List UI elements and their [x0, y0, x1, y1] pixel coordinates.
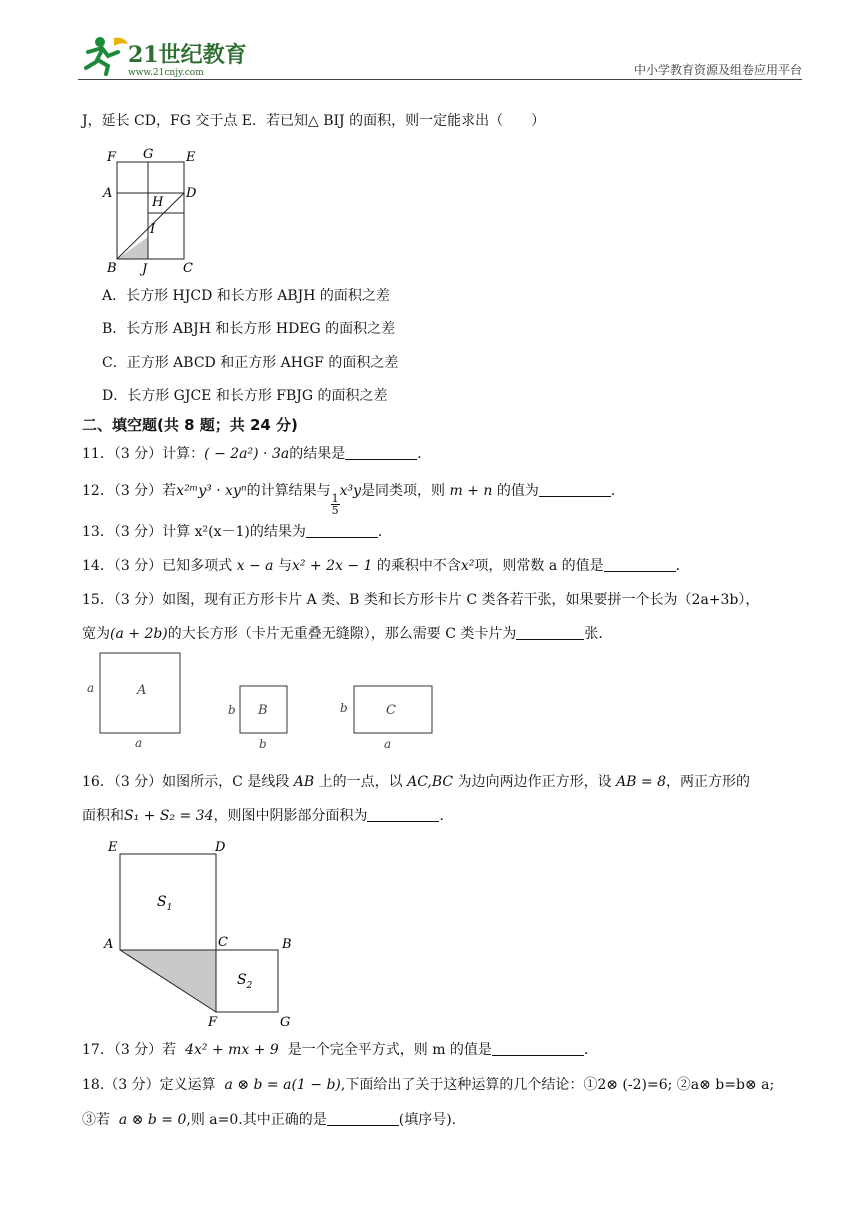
q10-figure — [100, 145, 210, 277]
answer-blank[interactable] — [516, 625, 584, 640]
card-c-side: b — [340, 701, 348, 715]
card-a-bottom: a — [135, 736, 143, 750]
card-c-bottom: a — [384, 737, 392, 751]
question-17: 17．（3 分）若 4x² + mx + 9 是一个完全平方式，则 m 的值是 ． — [82, 1042, 598, 1058]
label-D: D — [215, 840, 226, 855]
question-14: 14．（3 分）已知多项式 x − a 与x² + 2x − 1 的乘积中不含x²项，则常数 a 的值是 ． — [82, 558, 690, 574]
option-c: C．正方形 ABCD 和正方形 AHGF 的面积之差 — [102, 355, 399, 371]
question-16-line2: 面积和S₁ + S₂ = 34，则图中阴影部分面积为 ． — [82, 808, 454, 824]
answer-blank[interactable] — [327, 1111, 399, 1126]
label-H: H — [152, 195, 164, 210]
card-a-name: A — [137, 683, 147, 698]
label-C: C — [218, 935, 228, 950]
question-15-line1: 15．（3 分）如图，现有正方形卡片 A 类、B 类和长方形卡片 C 类各若干张，如果要拼一个长为（2a+3b）， — [82, 592, 760, 608]
answer-blank[interactable] — [306, 523, 378, 538]
label-S2: $S_2$ — [237, 972, 253, 991]
label-S1: $S_1$ — [157, 894, 173, 913]
label-F: F — [208, 1015, 218, 1030]
label-A: A — [104, 937, 114, 952]
question-13: 13．（3 分）计算 x²(x－1)的结果为 . — [82, 524, 383, 540]
answer-blank[interactable] — [367, 807, 439, 822]
platform-text: 中小学教育资源及组卷应用平台 — [633, 63, 802, 77]
label-E: E — [186, 150, 196, 165]
question-16-line1: 16．（3 分）如图所示，C 是线段 AB 上的一点，以 AC,BC 为边向两边作正方形，设 AB = 8，两正方形的 — [82, 774, 750, 790]
logo-url: www.21cnjy.com — [128, 68, 204, 78]
header-divider — [78, 79, 802, 80]
card-a-side: a — [87, 681, 95, 695]
label-B: B — [282, 937, 292, 952]
section-title: 二、填空题(共 8 题；共 24 分) — [82, 416, 298, 434]
label-G: G — [143, 147, 154, 162]
answer-blank[interactable] — [492, 1041, 584, 1056]
label-A: A — [103, 186, 113, 201]
label-B: B — [107, 261, 117, 276]
logo-text: 21世纪教育 — [128, 42, 247, 68]
label-J: J — [142, 262, 148, 277]
question-18-line1: 18.（3 分）定义运算 a ⊗ b = a(1 − b),下面给出了关于这种运算的几个结论：①2⊗ (-2)=6; ②a⊗ b=b⊗ a; — [82, 1077, 775, 1093]
question-12: 12．（3 分）若x²ᵐy³ · xyⁿ的计算结果与 $\frac{1}{5}$ x³y是同类项，则 m + n 的值为 ． — [82, 483, 625, 517]
question-11: 11．（3 分）计算：( − 2a²) · 3a的结果是 ． — [82, 446, 432, 462]
label-D: D — [186, 186, 197, 201]
card-b-bottom: b — [259, 737, 267, 751]
card-b-name: B — [258, 703, 268, 718]
label-E: E — [108, 840, 118, 855]
label-I: I — [150, 222, 156, 237]
q15-cards-figure — [82, 648, 442, 758]
q10-text: J，延长 CD，FG 交于点 E．若已知△ BIJ 的面积，则一定能求出（ ） — [82, 113, 546, 129]
option-b: B．长方形 ABJH 和长方形 HDEG 的面积之差 — [102, 321, 396, 337]
answer-blank[interactable] — [539, 482, 611, 497]
question-15-line2: 宽为(a + 2b)的大长方形（卡片无重叠无缝隙），那么需要 C 类卡片为 张． — [82, 626, 613, 642]
label-F: F — [107, 150, 117, 165]
card-c-name: C — [386, 703, 396, 718]
logo — [78, 34, 253, 78]
label-C: C — [183, 261, 193, 276]
question-18-line2: ③若 a ⊗ b = 0,则 a=0.其中正确的是 (填序号). — [82, 1112, 457, 1128]
q16-figure — [102, 836, 302, 1032]
card-b-side: b — [228, 703, 236, 717]
option-a: A．长方形 HJCD 和长方形 ABJH 的面积之差 — [102, 288, 390, 304]
answer-blank[interactable] — [345, 445, 417, 460]
runner-icon — [86, 37, 128, 74]
option-d: D．长方形 GJCE 和长方形 FBJG 的面积之差 — [102, 388, 388, 404]
label-G: G — [280, 1015, 291, 1030]
answer-blank[interactable] — [604, 557, 676, 572]
